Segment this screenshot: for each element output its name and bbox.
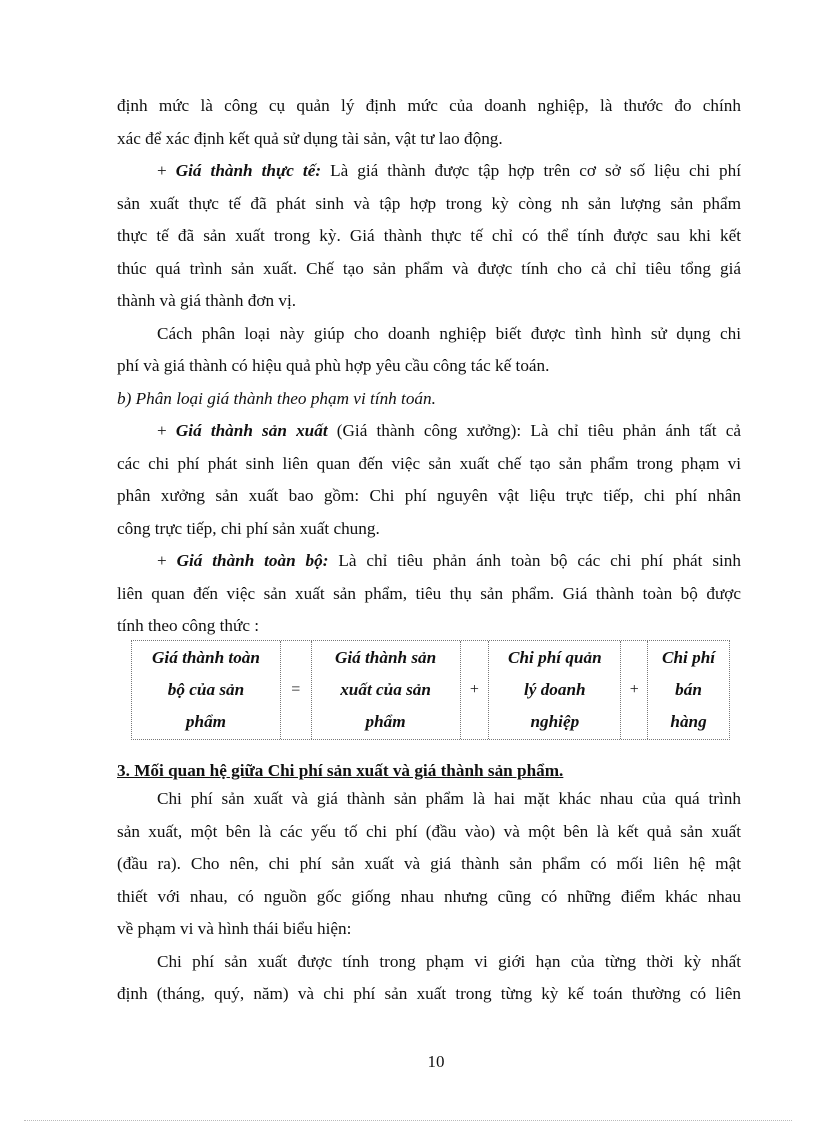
formula-cell-gia-thanh-san-xuat: Giá thành sản xuất của sản phẩm <box>312 641 461 739</box>
text-line: phí và giá thành có hiệu quả phù hợp yêu cầu công tác kế toán. <box>117 356 550 375</box>
section-heading: 3. Mối quan hệ giữa Chi phí sản xuất và giá thành sản phẩm. <box>117 761 564 780</box>
text-line: công trực tiếp, chi phí sản xuất chung. <box>117 518 380 538</box>
text-line: Chi phí sản xuất được tính trong phạm vi giới hạn của từng thời kỳ nhất <box>157 951 741 971</box>
term-gia-thanh-toan-bo: Giá thành toàn bộ: <box>176 551 329 570</box>
term-gia-thanh-thuc-te: Giá thành thực tế: <box>175 161 322 180</box>
text-line: Chi phí sản xuất và giá thành sản phẩm là hai mặt khác nhau của quá trình <box>157 789 741 808</box>
text-line: sản xuất thực tế đã phát sinh và tập hợp trong kỳ còng nh sản lượng sản phẩm <box>117 193 741 213</box>
text-line: thúc quá trình sản xuất. Chế tạo sản phẩm và được tính cho cả chỉ tiêu tổng giá <box>117 258 741 278</box>
text-line: định (tháng, quý, năm) và chi phí sản xuất trong từng kỳ kế toán thường có liên <box>117 984 741 1003</box>
equals-operator: = <box>281 641 312 739</box>
text-line: các chi phí phát sinh liên quan đến việc sản xuất chế tạo sản phẩm trong phạm vi <box>117 453 741 473</box>
text-line: phân xưởng sản xuất bao gồm: Chi phí nguyên vật liệu trực tiếp, chi phí nhân <box>117 486 741 505</box>
text-line: + Giá thành sản xuất (Giá thành công xưởng): Là chỉ tiêu phản ánh tất cả <box>157 421 741 440</box>
text-line: thực tế đã sản xuất trong kỳ. Giá thành thực tế chỉ có thể tính được sau khi kết <box>117 226 741 245</box>
term-gia-thanh-san-xuat: Giá thành sản xuất <box>175 421 328 440</box>
formula-cell-gia-thanh-toan-bo: Giá thành toàn bộ của sản phẩm <box>132 641 281 739</box>
text-line: định mức là công cụ quản lý định mức của doanh nghiệp, là thước đo chính <box>117 96 741 115</box>
text-line: liên quan đến việc sản xuất sản phẩm, tiêu thụ sản phẩm. Giá thành toàn bộ được <box>117 583 741 603</box>
plus-operator: + <box>461 641 490 739</box>
plus-operator: + <box>621 641 648 739</box>
body-text-upper <box>117 90 741 643</box>
text-line: + Giá thành thực tế: Là giá thành được tập hợp trên cơ sở số liệu chi phí <box>157 161 741 180</box>
page-number: 10 <box>427 1052 445 1071</box>
formula-cell-chi-phi-quan-ly: Chi phí quản lý doanh nghiệp <box>489 641 621 739</box>
text-line: thành và giá thành đơn vị. <box>117 291 297 310</box>
text-line: thiết với nhau, có nguồn gốc giống nhau nhưng cũng có những điểm khác nhau <box>117 886 741 906</box>
text-line: về phạm vi và hình thái biểu hiện: <box>117 919 352 938</box>
page-bottom-rule <box>24 1120 792 1121</box>
text-line: sản xuất, một bên là các yếu tố chi phí (đầu vào) và một bên là kết quả sản xuất <box>117 821 741 841</box>
subheading: b) Phân loại giá thành theo phạm vi tính toán. <box>117 388 436 408</box>
formula-table <box>131 640 730 740</box>
body-text-lower <box>117 783 741 1011</box>
formula-cell-chi-phi-ban-hang: Chi phí bán hàng <box>662 648 716 731</box>
text-line: (đầu ra). Cho nên, chi phí sản xuất và giá thành sản phẩm có mối liên hệ mật <box>117 854 741 873</box>
text-line: Cách phân loại này giúp cho doanh nghiệp biết được tình hình sử dụng chi <box>157 323 741 343</box>
text-line: + Giá thành toàn bộ: Là chỉ tiêu phản ánh toàn bộ các chi phí phát sinh <box>157 551 741 570</box>
text-line: xác để xác định kết quả sử dụng tài sản, vật tư lao động. <box>117 128 503 148</box>
text-line: tính theo công thức : <box>117 616 260 635</box>
